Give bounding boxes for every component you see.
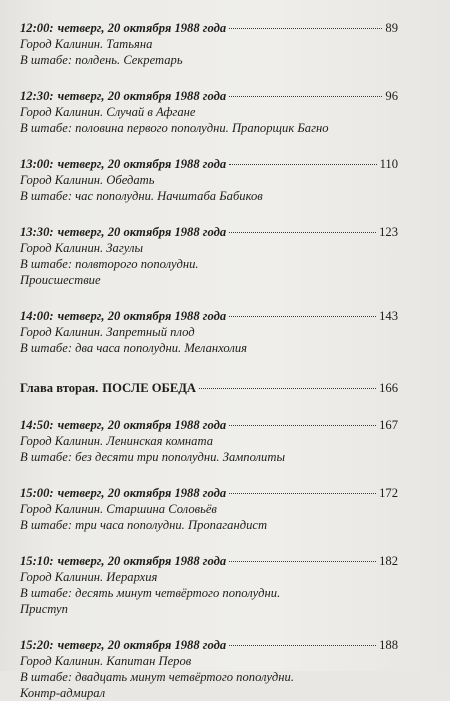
toc-entry[interactable] [20, 308, 398, 356]
entry-time: 12:00: [20, 21, 54, 35]
toc-entry-heading [20, 485, 398, 501]
entry-subline: В штабе: половина первого пополудни. Прапорщик Багно [20, 121, 329, 135]
entry-subline: Контр-адмирал [20, 686, 106, 700]
entry-date: четверг, 20 октября 1988 года [57, 418, 227, 432]
entry-time: 14:00: [20, 309, 54, 323]
entry-date: четверг, 20 октября 1988 года [57, 309, 227, 323]
chapter-heading[interactable] [20, 380, 398, 396]
entry-page-number: 96 [385, 89, 398, 103]
entry-subline: Город Калинин. Запретный плод [20, 325, 195, 339]
toc-entry[interactable] [20, 417, 398, 465]
toc-entry-heading [20, 308, 398, 324]
toc-entry-heading [20, 20, 398, 36]
entry-subline: Город Калинин. Загулы [20, 241, 144, 255]
dot-leader [229, 561, 376, 562]
toc-entry-heading [20, 224, 398, 240]
entry-date: четверг, 20 октября 1988 года [57, 89, 227, 103]
entry-time: 15:00: [20, 486, 54, 500]
entry-subline: В штабе: без десяти три пополудни. Замполиты [20, 450, 285, 464]
dot-leader [229, 28, 382, 29]
entry-page-number: 188 [379, 638, 398, 652]
dot-leader [229, 164, 376, 165]
entry-time: 13:00: [20, 157, 54, 171]
entry-subline: Город Калинин. Ленинская комната [20, 434, 214, 448]
dot-leader [229, 96, 382, 97]
entry-date: четверг, 20 октября 1988 года [57, 157, 227, 171]
toc-group-part-one [20, 20, 398, 356]
entry-subline: В штабе: час пополудни. Начштаба Бабиков [20, 189, 263, 203]
toc-entry[interactable] [20, 553, 398, 617]
toc-entry-heading [20, 553, 398, 569]
toc-group-part-two [20, 417, 398, 701]
entry-time: 15:20: [20, 638, 54, 652]
entry-subline: Приступ [20, 602, 68, 616]
toc-entry-heading [20, 156, 398, 172]
entry-subline: В штабе: два часа пополудни. Меланхолия [20, 341, 248, 355]
entry-subline: Город Калинин. Обедать [20, 173, 155, 187]
entry-subline: В штабе: двадцать минут четвёртого пополудни. [20, 670, 294, 684]
toc-entry[interactable] [20, 637, 398, 701]
dot-leader [229, 425, 376, 426]
entry-subline: Город Калинин. Старшина Соловьёв [20, 502, 217, 516]
entry-subline: Город Калинин. Случай в Афгане [20, 105, 196, 119]
entry-subline: В штабе: десять минут четвёртого пополудни. [20, 586, 281, 600]
toc-entry[interactable] [20, 485, 398, 533]
toc-entry[interactable] [20, 156, 398, 204]
entry-subline: Город Калинин. Иерархия [20, 570, 158, 584]
toc-entry[interactable] [20, 20, 398, 68]
dot-leader [229, 232, 376, 233]
entry-page-number: 123 [379, 225, 398, 239]
entry-subline: Город Калинин. Капитан Перов [20, 654, 192, 668]
dot-leader [229, 493, 376, 494]
entry-date: четверг, 20 октября 1988 года [57, 486, 227, 500]
chapter-label: Глава вторая. [20, 381, 99, 395]
toc-entry[interactable] [20, 88, 398, 136]
dot-leader [199, 388, 376, 389]
entry-subline: Происшествие [20, 273, 101, 287]
entry-page-number: 89 [385, 21, 398, 35]
entry-page-number: 143 [379, 309, 398, 323]
entry-page-number: 172 [379, 486, 398, 500]
toc-entry[interactable] [20, 224, 398, 288]
entry-date: четверг, 20 октября 1988 года [57, 554, 227, 568]
entry-date: четверг, 20 октября 1988 года [57, 21, 227, 35]
dot-leader [229, 316, 376, 317]
toc-entry-heading [20, 88, 398, 104]
entry-time: 13:30: [20, 225, 54, 239]
entry-time: 15:10: [20, 554, 54, 568]
entry-subline: Город Калинин. Татьяна [20, 37, 153, 51]
entry-date: четверг, 20 октября 1988 года [57, 225, 227, 239]
entry-page-number: 167 [379, 418, 398, 432]
entry-time: 12:30: [20, 89, 54, 103]
chapter-page-number: 166 [379, 381, 398, 395]
chapter-title: ПОСЛЕ ОБЕДА [102, 381, 197, 395]
entry-page-number: 110 [379, 157, 398, 171]
entry-time: 14:50: [20, 418, 54, 432]
toc-entry-heading [20, 417, 398, 433]
entry-subline: В штабе: полвторого пополудни. [20, 257, 199, 271]
toc-entry-heading [20, 637, 398, 653]
dot-leader [229, 645, 376, 646]
entry-subline: В штабе: три часа пополудни. Пропагандист [20, 518, 268, 532]
entry-date: четверг, 20 октября 1988 года [57, 638, 227, 652]
entry-page-number: 182 [379, 554, 398, 568]
entry-subline: В штабе: полдень. Секретарь [20, 53, 183, 67]
